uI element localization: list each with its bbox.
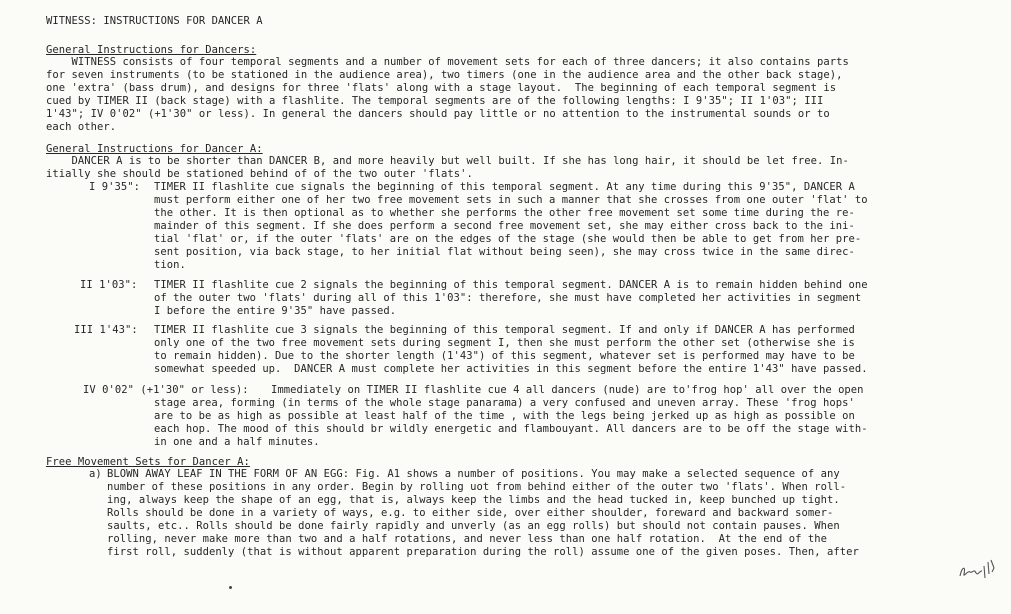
- general-line: for seven instruments (to be stationed in the audience area), two timers (one in the audience area and the other back stage),: [46, 69, 843, 81]
- segment-label: III 1'43":: [74, 324, 138, 336]
- segment-line: Immediately on TIMER II flashlite cue 4 all dancers (nude) are to'frog hop' all over the open: [271, 384, 864, 396]
- segment-line: are to be as high as possible at least half of the time , with the legs being jerked up as high as possible on: [154, 410, 855, 422]
- segment-line: of the outer two 'flats' during all of this 1'03": therefore, she must have completed her activities in segment: [154, 292, 862, 304]
- general-line: cued by TIMER II (back stage) with a flashlite. The temporal segments are of the following lengths: I 9'35"; II 1'03"; III: [46, 95, 824, 107]
- item-label: a): [89, 468, 102, 480]
- segment-line: mainder of this segment. If she does perform a second free movement set, she may either cross back to the ini-: [154, 220, 855, 232]
- dancer-a-intro-line: itially she should be stationed behind of of the two outer 'flats'.: [46, 168, 473, 180]
- general-heading: General Instructions for Dancers:: [46, 44, 257, 56]
- free-set-line: BLOWN AWAY LEAF IN THE FORM OF AN EGG: Fig. A1 shows a number of positions. You may make a selected sequence of any: [107, 468, 840, 480]
- paper-speck: [229, 586, 232, 589]
- segment-line: I before the entire 9'35" have passed.: [154, 305, 397, 317]
- segment-line: TIMER II flashlite cue 3 signals the beginning of this temporal segment. If and only if DANCER A has performed: [154, 324, 855, 336]
- general-line: 1'43"; IV 0'02" (+1'30" or less). In general the dancers should pay little or no attention to the instrumental sounds or to: [46, 108, 830, 120]
- segment-line: tion.: [154, 259, 186, 271]
- segment-line: the other. It is then optional as to whether she performs the other free movement set some time during the re-: [154, 207, 855, 219]
- segment-label: II 1'03":: [80, 279, 138, 291]
- segment-line: TIMER II flashlite cue signals the beginning of this temporal segment. At any time during this 9'35", DANCER A: [154, 181, 855, 193]
- segment-line: stage area, forming (in terms of the whole stage panarama) a very confused and uneven array. These 'frog hops': [154, 397, 855, 409]
- general-line: each other.: [46, 121, 117, 133]
- segment-line: each hop. The mood of this should br wildly energetic and flambouyant. All dancers are to be off the stage with-: [154, 423, 868, 435]
- dancer-a-intro-line: DANCER A is to be shorter than DANCER B, and more heavily but well built. If she has long hair, it should be let free. In-: [46, 155, 849, 167]
- free-set-line: ing, always keep the shape of an egg, that is, always keep the limbs and the head tucked in, keep bunched up tight.: [107, 494, 840, 506]
- general-line: one 'extra' (bass drum), and designs for three 'flats' along with a stage layout. The beginning of each temporal segment is: [46, 82, 837, 94]
- free-set-line: saults, etc.. Rolls should be done fairly rapidly and unverly (as an egg rolls) but should not contain pauses. When: [107, 520, 840, 532]
- segment-line: in one and a half minutes.: [154, 436, 320, 448]
- segment-line: sent position, via back stage, to her initial flat without being seen), she may cross twice in the same direc-: [154, 246, 855, 258]
- free-set-line: number of these positions in any order. Begin by rolling uot from behind either of the outer two 'flats'. When roll-: [107, 481, 847, 493]
- free-set-line: rolling, never make more than two and a half rotations, and never less than one half rotation. At the end of the: [107, 533, 827, 545]
- segment-line: somewhat speeded up. DANCER A must complete her activities in this segment before the entire 1'43" have passed.: [154, 363, 868, 375]
- free-set-line: Rolls should be done in a variety of ways, e.g. to either side, over either shoulder, foreward and backward somer-: [107, 507, 834, 519]
- handwritten-mark: [958, 556, 1004, 584]
- segment-line: TIMER II flashlite cue 2 signals the beginning of this temporal segment. DANCER A is to remain hidden behind one: [154, 279, 868, 291]
- segment-line: tial 'flat' or, if the outer 'flats' are on the edges of the stage (she would then be able to get from her pre-: [154, 233, 862, 245]
- segment-line: only one of the two free movement sets during segment I, then she must perform the other set (otherwise she is: [154, 337, 855, 349]
- free-set-line: first roll, suddenly (that is without apparent preparation during the roll) assume one of the given poses. Then, after: [107, 546, 859, 558]
- general-line: WITNESS consists of four temporal segments and a number of movement sets for each of three dancers; it also contains parts: [46, 56, 849, 68]
- segment-line: to remain hidden). Due to the shorter length (1'43") of this segment, whatever set is performed may have to be: [154, 350, 855, 362]
- free-sets-heading: Free Movement Sets for Dancer A:: [46, 456, 250, 468]
- document-title: WITNESS: INSTRUCTIONS FOR DANCER A: [46, 15, 263, 27]
- segment-line: must perform either one of her two free movement sets in such a manner that she crosses from one outer 'flat' to: [154, 194, 868, 206]
- segment-label: IV 0'02" (+1'30" or less):: [83, 384, 249, 396]
- segment-label: I 9'35":: [89, 181, 140, 193]
- dancer-a-heading: General Instructions for Dancer A:: [46, 143, 263, 155]
